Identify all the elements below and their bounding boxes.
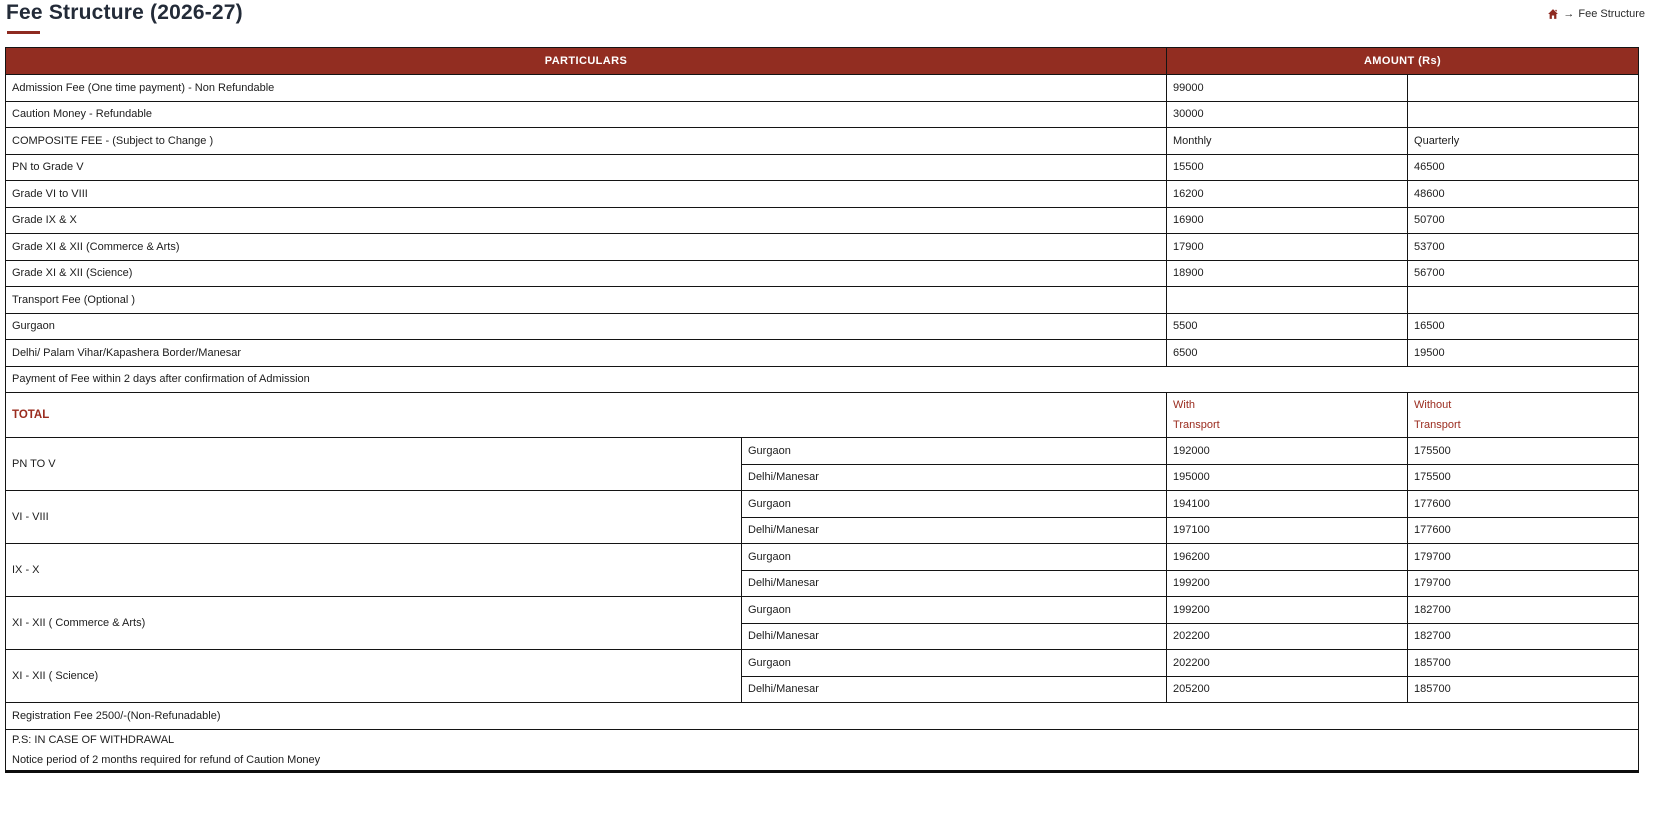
location: Gurgaon xyxy=(742,597,1167,624)
ps-note xyxy=(6,729,1639,771)
without-transport-amount: 182700 xyxy=(1408,597,1639,624)
fee-amount-1: 16900 xyxy=(1167,207,1408,234)
fee-amount-1: 18900 xyxy=(1167,260,1408,287)
fee-particular: Grade XI & XII (Commerce & Arts) xyxy=(6,234,1167,261)
with-transport-amount: 205200 xyxy=(1167,676,1408,703)
total-row xyxy=(6,597,1639,624)
fee-particular: Grade XI & XII (Science) xyxy=(6,260,1167,287)
with-transport-amount: 202200 xyxy=(1167,650,1408,677)
fee-amount-2: 16500 xyxy=(1408,313,1639,340)
table-row xyxy=(6,234,1639,261)
grade-name: IX - X xyxy=(6,544,742,597)
fee-particular: Caution Money - Refundable xyxy=(6,101,1167,128)
fee-amount-1: 6500 xyxy=(1167,340,1408,367)
grade-name: XI - XII ( Science) xyxy=(6,650,742,703)
total-header-row xyxy=(6,393,1639,438)
table-row xyxy=(6,75,1639,102)
breadcrumb-arrow: → xyxy=(1563,8,1575,20)
fee-particular: PN to Grade V xyxy=(6,154,1167,181)
without-transport-amount: 179700 xyxy=(1408,570,1639,597)
table-row xyxy=(6,181,1639,208)
with-transport-amount: 199200 xyxy=(1167,570,1408,597)
home-icon[interactable] xyxy=(1547,8,1559,20)
fee-amount-1: 15500 xyxy=(1167,154,1408,181)
payment-note: Payment of Fee within 2 days after confirmation of Admission xyxy=(6,366,1639,393)
table-row xyxy=(6,340,1639,367)
fee-particular: Transport Fee (Optional ) xyxy=(6,287,1167,314)
fee-amount-1: 17900 xyxy=(1167,234,1408,261)
table-row xyxy=(6,313,1639,340)
fee-structure-table xyxy=(5,47,1639,773)
without-transport-amount: 182700 xyxy=(1408,623,1639,650)
fee-particular: Admission Fee (One time payment) - Non Refundable xyxy=(6,75,1167,102)
without-transport-line2: Transport xyxy=(1414,419,1461,431)
header-particulars: PARTICULARS xyxy=(6,48,1167,75)
without-transport-line1: Without xyxy=(1414,399,1452,411)
with-transport-amount: 195000 xyxy=(1167,464,1408,491)
fee-particular: Grade VI to VIII xyxy=(6,181,1167,208)
fee-particular: Delhi/ Palam Vihar/Kapashera Border/Manesar xyxy=(6,340,1167,367)
without-transport-header xyxy=(1408,393,1639,438)
payment-note-row xyxy=(6,366,1639,393)
fee-amount-1 xyxy=(1167,287,1408,314)
table-row xyxy=(6,154,1639,181)
table-row xyxy=(6,260,1639,287)
total-row xyxy=(6,650,1639,677)
fee-particular: Grade IX & X xyxy=(6,207,1167,234)
with-transport-amount: 197100 xyxy=(1167,517,1408,544)
table-row xyxy=(6,128,1639,155)
location: Gurgaon xyxy=(742,491,1167,518)
without-transport-amount: 185700 xyxy=(1408,650,1639,677)
page-title: Fee Structure (2026-27) xyxy=(6,1,243,24)
fee-amount-1: 16200 xyxy=(1167,181,1408,208)
location: Gurgaon xyxy=(742,438,1167,465)
breadcrumb xyxy=(1547,8,1645,20)
fee-amount-1: 30000 xyxy=(1167,101,1408,128)
without-transport-amount: 177600 xyxy=(1408,517,1639,544)
ps-line1: P.S: IN CASE OF WITHDRAWAL xyxy=(12,733,175,746)
fee-amount-2: 46500 xyxy=(1408,154,1639,181)
grade-name: PN TO V xyxy=(6,438,742,491)
with-transport-header xyxy=(1167,393,1408,438)
with-transport-line2: Transport xyxy=(1173,419,1220,431)
table-row xyxy=(6,287,1639,314)
fee-amount-1: 99000 xyxy=(1167,75,1408,102)
fee-amount-1: Monthly xyxy=(1167,128,1408,155)
with-transport-amount: 202200 xyxy=(1167,623,1408,650)
without-transport-amount: 175500 xyxy=(1408,438,1639,465)
fee-amount-1: 5500 xyxy=(1167,313,1408,340)
grade-name: XI - XII ( Commerce & Arts) xyxy=(6,597,742,650)
location: Delhi/Manesar xyxy=(742,464,1167,491)
header-amount: AMOUNT (Rs) xyxy=(1167,48,1639,75)
with-transport-amount: 192000 xyxy=(1167,438,1408,465)
without-transport-amount: 185700 xyxy=(1408,676,1639,703)
total-row xyxy=(6,544,1639,571)
location: Gurgaon xyxy=(742,650,1167,677)
fee-amount-2: Quarterly xyxy=(1408,128,1639,155)
total-label: TOTAL xyxy=(6,393,1167,438)
location: Delhi/Manesar xyxy=(742,517,1167,544)
total-row xyxy=(6,438,1639,465)
table-header-row xyxy=(6,48,1639,75)
fee-amount-2: 48600 xyxy=(1408,181,1639,208)
fee-amount-2: 19500 xyxy=(1408,340,1639,367)
location: Delhi/Manesar xyxy=(742,676,1167,703)
fee-amount-2: 53700 xyxy=(1408,234,1639,261)
total-row xyxy=(6,491,1639,518)
fee-amount-2 xyxy=(1408,101,1639,128)
location: Delhi/Manesar xyxy=(742,570,1167,597)
breadcrumb-current: Fee Structure xyxy=(1578,8,1645,20)
location: Delhi/Manesar xyxy=(742,623,1167,650)
table-row xyxy=(6,101,1639,128)
without-transport-amount: 179700 xyxy=(1408,544,1639,571)
registration-note-row xyxy=(6,703,1639,730)
location: Gurgaon xyxy=(742,544,1167,571)
grade-name: VI - VIII xyxy=(6,491,742,544)
fee-amount-2: 56700 xyxy=(1408,260,1639,287)
without-transport-amount: 177600 xyxy=(1408,491,1639,518)
without-transport-amount: 175500 xyxy=(1408,464,1639,491)
fee-amount-2: 50700 xyxy=(1408,207,1639,234)
fee-particular: COMPOSITE FEE - (Subject to Change ) xyxy=(6,128,1167,155)
fee-amount-2 xyxy=(1408,287,1639,314)
with-transport-amount: 199200 xyxy=(1167,597,1408,624)
table-row xyxy=(6,207,1639,234)
with-transport-amount: 194100 xyxy=(1167,491,1408,518)
ps-line2: Notice period of 2 months required for refund of Caution Money xyxy=(12,753,321,766)
title-underline xyxy=(7,31,40,34)
with-transport-line1: With xyxy=(1173,399,1196,411)
fee-amount-2 xyxy=(1408,75,1639,102)
registration-note: Registration Fee 2500/-(Non-Refunadable) xyxy=(6,703,1639,730)
ps-row xyxy=(6,729,1639,771)
with-transport-amount: 196200 xyxy=(1167,544,1408,571)
fee-particular: Gurgaon xyxy=(6,313,1167,340)
